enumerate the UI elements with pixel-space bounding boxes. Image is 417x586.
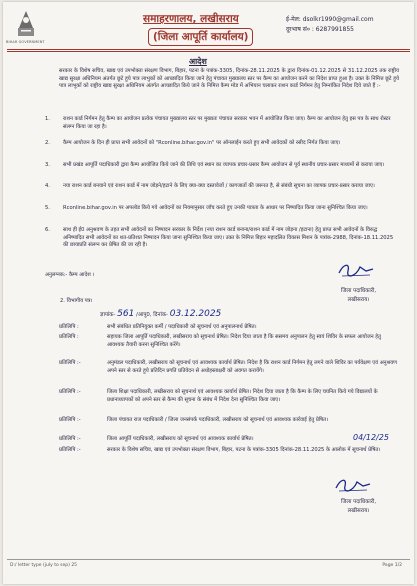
copy-text: जिला शिक्षा पदाधिकारी, लखीसराय को सूचनार्थ एवं आवश्यक कार्यार्थ प्रेषित। निदेश दिया जाता है कि कैम्प के लिए चयनित किये गये विद्यालयों के प्रधानाध्यापकों को अपने स्तर से कैम्प की सूचना के संबंध में निदेश देना सुनिश्चित किया जाए। [107, 389, 378, 404]
item-number: 2. [45, 140, 50, 146]
signature-icon [336, 259, 376, 281]
signatory-line: जिला पदाधिकारी, [341, 499, 377, 505]
handwritten-date: 04/12/25 [353, 433, 389, 442]
item-text: नया राशन कार्ड बनवाने एवं राशन कार्ड में नाम जोड़ने/हटाने के लिए क्या-क्या दस्तावेजों / कागजातों की जरूरत है, से संबंधी सूचना का व्यापक प्रचार-प्रसार कराया जाए। [63, 183, 375, 189]
emblem-caption: BIHAR GOVERNMENT [6, 40, 45, 44]
order-item [45, 162, 397, 177]
copy-label: प्रतिलिपि :- [59, 360, 81, 366]
item-number: 1. [45, 116, 50, 122]
order-title: आदेश [189, 57, 207, 66]
copy-text: सभी संबंधित प्रतिनियुक्त कर्मी / पदाधिकारी को सूचनार्थ एवं अनुपालनार्थ प्रेषित। [107, 324, 257, 330]
document-page [3, 2, 414, 584]
signature-icon [333, 474, 373, 496]
copy-entry [59, 333, 399, 357]
item-text: Rconline.bihar.gov.in पर अपलोड किये गये आवेदनों का नियमानुसार जाँच करते हुए उनकी पात्रता के आधार पर निष्पादित किया जाना सुनिश्चित किया जाए। [63, 205, 368, 211]
page-number: Page 1/2 [382, 563, 402, 568]
enclosure-line: 2. विभागीय पत्र। [60, 298, 93, 304]
office-subtitle: (जिला आपूर्ति कार्यालय) [148, 28, 253, 46]
memo-mid: /आपू0, दिनांक- [136, 312, 169, 318]
order-item [45, 183, 397, 198]
copy-entry [59, 359, 399, 384]
bihar-emblem-icon [15, 8, 37, 38]
copy-entry [59, 435, 399, 444]
copy-entry [59, 446, 399, 462]
copy-label: प्रतिलिपि :- [59, 417, 81, 423]
office-title: समाहरणालय, लखीसराय [143, 13, 239, 25]
copy-text: सहायक जिला आपूर्ति पदाधिकारी, लखीसराय को सूचनार्थ प्रेषित। निदेश दिया जाता है कि ससमय अनुपालन हेतु स्वयं शिविर के सफल आयोजन हेतु आवश्यक तैयारी करना सुनिश्चित करेंगे। [107, 334, 381, 349]
order-intro: सरकार के विशेष सचिव, खाद्य एवं उपभोक्ता संरक्षण विभाग, बिहार, पटना के पत्रांक-3305, दिनांक-28.11.2025 के द्वारा दिनांक-01.12.2025 से 31.12.2025 तक राष्ट्रीय खाद्य सुरक्षा अधिनियम अंतर्गत छूटे हुये पात्र लाभुकों को आच्छादित किया जाने हेतु पंचायत मुख्यालय स्तर पर कैम्प का आयोजन करने का निदेश प्राप्त हुआ है। उक्त के निमित्त छूटे हुये पात्र लाभुकों को राष्ट्रीय खाद्य सुरक्षा अधिनियम अंतर्गत आच्छादित किये जाने के निमित्त कैम्प मोड में अभियान चलाकर राशन कार्ड निर्गमन हेतु निम्नांकित निदेश दिये जाते हैं :- [59, 68, 399, 89]
copy-text: जिला पंचायत राज पदाधिकारी / जिला जनसंपर्क पदाधिकारी, लखीसराय को सूचनार्थ एवं आवश्यक कार्रवाई हेतु प्रेषित। [107, 417, 329, 423]
item-number: 6. [45, 227, 50, 233]
copy-text: अनुमंडल पदाधिकारी, लखीसराय को सूचनार्थ एवं आवश्यक कार्यार्थ प्रेषित। निदेश है कि राशन कार्ड निर्गमन हेतु लगने वाले शिविर का पर्यवेक्षण एवं अनुश्रवण अपने स्तर से करते हुये प्रतिदिन प्रगति प्रतिवेदन से अधोहस्ताक्षरी को अवगत करायेंगे। [107, 360, 397, 375]
item-text: कैम्प आयोजन के दिन ही प्राप्त सभी आवेदनों को "Rconline.bihar.gov.in" पर ऑनलाईन करते हुए सभी आवेदकों को रसीद निर्गत किया जाए। [63, 140, 341, 146]
copy-entry [59, 323, 399, 332]
memo-line [100, 309, 221, 319]
annexure-line: अनुलग्नक:- कैम्प आदेश । [45, 272, 95, 278]
copy-entry [59, 388, 399, 413]
order-item [45, 140, 397, 155]
item-number: 3. [45, 162, 50, 168]
item-number: 5. [45, 205, 50, 211]
signatory-designation [341, 287, 376, 305]
order-item [45, 205, 397, 220]
email-text: ई-मेल: dsolkr1990@gmail.com [286, 16, 374, 23]
header-divider [7, 49, 410, 50]
copy-text: सरकार के विशेष सचिव, खाद्य एवं उपभोक्ता संरक्षण विभाग, बिहार, पटना के पत्रांक-3305 दिनांक-28.11.2025 के आलोक में सूचनार्थ प्रेषित। [107, 447, 381, 453]
signatory-designation [341, 498, 376, 516]
signatory-line: लखीसराय। [347, 508, 370, 514]
item-text: सभी प्रखंड आपूर्ति पदाधिकारी द्वारा कैम्प आयोजित किये जाने की तिथि एवं स्थान का व्यापक प्रचार-प्रसार कैम्प आयोजन से पूर्व स्थानीय प्रचार-प्रसार माध्यमों से कराया जाए। [63, 162, 385, 168]
copy-label: प्रतिलिपि :- [59, 389, 81, 395]
phone-text: दूरभाष सं० : 6287991855 [286, 26, 354, 33]
signatory-line: लखीसराय। [347, 297, 370, 303]
signatory-line: जिला पदाधिकारी, [341, 288, 377, 294]
copy-entry [59, 416, 399, 432]
memo-number: 561 [117, 309, 135, 319]
copy-label: प्रतिलिपि : [59, 324, 79, 330]
contact-block [286, 15, 374, 35]
item-text: राशन कार्ड निर्गमन हेतु कैम्प का आयोजन प्रत्येक पंचायत मुख्यालय स्तर पर मुख्यतः पंचायत सरकार भवन में आयोजित किया जाए। कैम्प का आयोजन हेतु इस पत्र के साथ रोस्टर संलग्न किया जा रहा है। [63, 116, 391, 130]
order-item [45, 116, 397, 131]
memo-prefix: ज्ञापांक- [100, 312, 116, 318]
copy-label: प्रतिलिपि :- [59, 436, 81, 442]
header-divider-secondary [7, 51, 410, 52]
memo-date: 03.12.2025 [169, 309, 222, 319]
item-number: 4. [45, 183, 50, 189]
copy-label: प्रतिलिपि :- [59, 447, 81, 453]
copy-text: जिला आपूर्ति पदाधिकारी, लखीसराय को सूचनार्थ एवं आवश्यक कार्यार्थ प्रेषित। [107, 436, 254, 442]
footer-divider [7, 559, 410, 560]
footer-path: D:/ letter type (july to sep) 25 [10, 563, 78, 568]
item-text: साथ ही ई0 अनुश्रवण के तहत सभी आवेदनों का निष्पादन सरकार के निर्देश (नया राशन कार्ड बनाना/राशन कार्ड में नाम जोड़ना /हटाना) हेतु प्राप्त सभी आवेदनों के विरुद्ध अनिष्पादित सभी आवेदनों का शत-प्रतिशत निष्पादन किया जाना सुनिश्चित किया जाए। उक्त के निमित्त बिहार महादलित विकास मिशन के पत्रांक-2988, दिनांक-18.11.2025 की छायाप्रति संलग्न कर प्रेषित की जा रही है। [63, 227, 394, 248]
copy-label: प्रतिलिपि : [59, 334, 79, 340]
